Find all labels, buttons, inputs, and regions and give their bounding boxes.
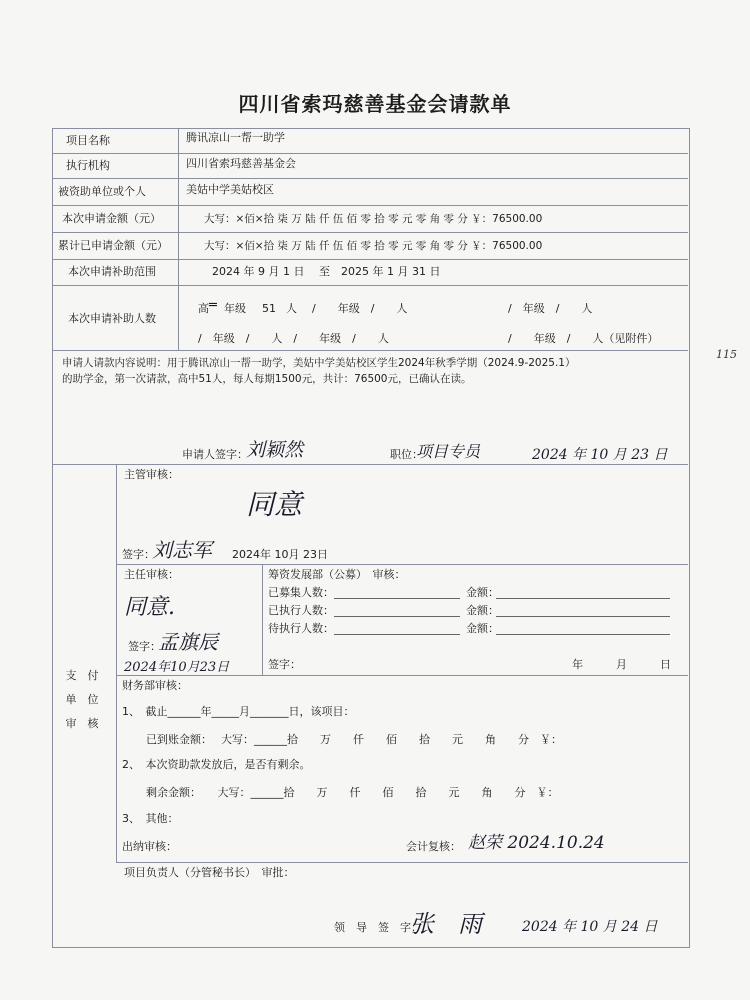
cumulative-amount-value: 大写：×佰×拾 柒 万 陆 仟 伍 佰 零 拾 零 元 零 角 零 分 ￥：76500.00 [204,240,543,252]
people-label: 本次申请补助人数 [68,312,156,325]
people-grade-1: 高 [198,302,209,315]
leader-label: 项目负责人（分管秘书长） 审批： [124,866,295,879]
leader-date: 2024 年 10 月 24 日 [522,919,658,935]
supervisor-opinion: 同意 [246,488,303,521]
applicant-sign-label: 申请人签字： [182,448,248,461]
finance-item-2-sub: 剩余金额： 大写：______拾 万 仟 佰 拾 元 角 分 ￥： [146,786,559,799]
executor-label: 执行机构 [66,159,110,172]
finance-label: 财务部审核： [122,679,188,692]
pending-amount-label: 金额： [466,622,499,635]
supervisor-sign-label: 签字： [122,548,155,561]
applicant-position-label: 职位： [390,448,423,461]
accountant-signature: 赵荣 2024.10.24 [468,833,605,853]
fundraising-date-label: 年 月 日 [572,658,671,671]
applicant-signature: 刘颖然 [246,439,304,461]
leader-sign-label: 领 导 签 字： [334,921,422,934]
side-note: 115 [716,348,737,361]
supervisor-date: 2024年 10月 23日 [232,548,328,561]
project-name-label: 项目名称 [66,134,110,147]
current-amount-value: 大写：×佰×拾 柒 万 陆 仟 伍 佰 零 拾 零 元 零 角 零 分 ￥：76500.00 [204,213,543,225]
people-slot-2: / 年级 / 人 [312,302,408,315]
raised-people-label: 已募集人数： [268,586,334,599]
finance-item-2: 2、 本次资助款发放后，是否有剩余。 [122,758,311,771]
cashier-label: 出纳审核： [122,840,177,853]
director-opinion: 同意. [124,595,175,620]
page-title: 四川省索玛慈善基金会请款单 [238,92,512,116]
paying-unit-review-label: 支 付 单 位 审 核 [65,669,99,730]
executed-amount-label: 金额： [466,604,499,617]
pending-people-label: 待执行人数： [268,622,334,635]
accountant-label: 会计复核： [406,840,461,853]
people-slot-5: / 年级 / 人（见附件） [508,332,659,345]
recipient-label: 被资助单位或个人 [58,185,146,198]
people-unit-1: 人 [286,302,297,315]
people-grade-mark: ═ [209,298,217,313]
director-date: 2024年10月23日 [124,660,230,675]
finance-item-3: 3、 其他： [122,812,179,825]
leader-signature: 张 雨 [410,910,482,938]
cumulative-amount-label: 累计已申请金额（元） [58,239,168,252]
fundraising-label: 筹资发展部（公募） 审核： [268,568,406,581]
supervisor-signature: 刘志军 [152,538,212,562]
supervisor-label: 主管审核： [124,468,179,481]
executor-value: 四川省索玛慈善基金会 [186,157,296,170]
finance-item-1-sub: 已到账金额： 大写：______拾 万 仟 佰 拾 元 角 分 ￥： [146,733,562,746]
description-line-1: 申请人请款内容说明：用于腾讯凉山一帮一助学，美姑中学美姑校区学生2024年秋季学期（2024.9-2025.1） [62,357,576,369]
current-amount-label: 本次申请金额（元） [62,212,161,225]
people-count-1: 51 [262,302,276,315]
applicant-date: 2024 年 10 月 23 日 [532,447,668,463]
fundraising-sign-label: 签字： [268,658,301,671]
executed-people-label: 已执行人数： [268,604,334,617]
period-label: 本次申请补助范围 [68,265,156,278]
director-sign-label: 签字： [128,640,161,653]
director-signature: 孟旗辰 [158,630,218,654]
people-grade-label: 年级 [224,302,246,315]
recipient-value: 美姑中学美姑校区 [186,183,274,196]
project-name-value: 腾讯凉山一帮一助学 [186,131,285,144]
people-slot-3: / 年级 / 人 [508,302,593,315]
director-label: 主任审核： [124,568,179,581]
applicant-position: 项目专员 [416,442,481,461]
description-line-2: 的助学金，第一次请款，高中51人，每人每期1500元，共计：76500元，已确认在读。 [62,373,472,385]
period-value: 2024 年 9 月 1 日 至 2025 年 1 月 31 日 [212,265,441,278]
people-slot-4: / 年级 / 人 / 年级 / 人 [198,332,389,345]
finance-item-1: 1、 截止______年_____月_______日，该项目： [122,705,355,718]
raised-amount-label: 金额： [466,586,499,599]
